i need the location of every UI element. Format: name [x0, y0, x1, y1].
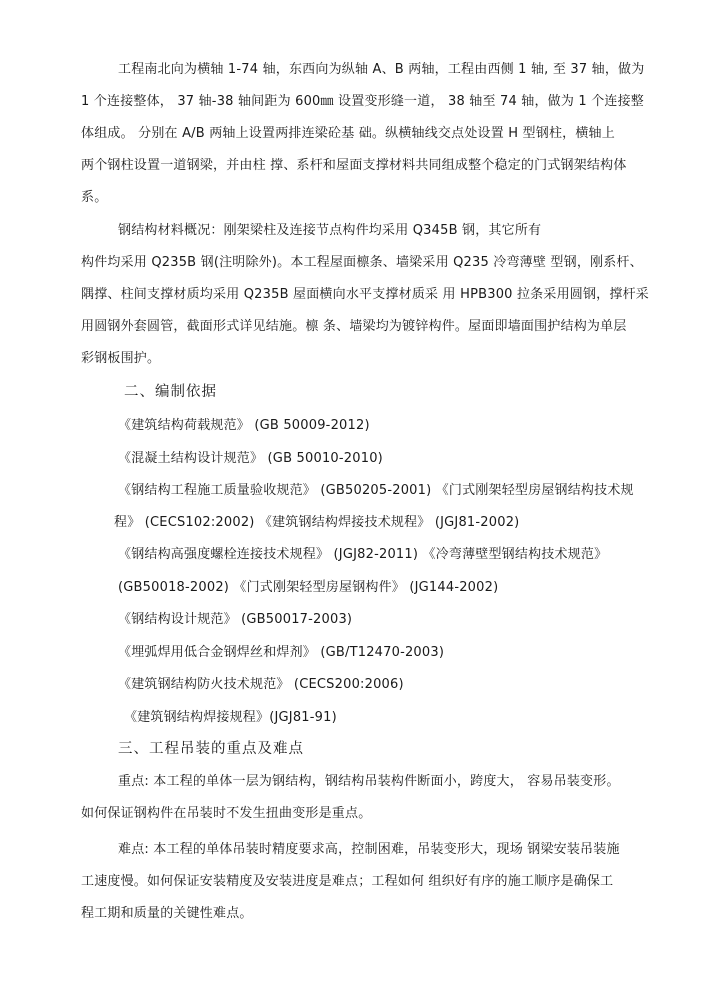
paragraph-2-line-4: 用圆钢外套圆管，截面形式详见结施。檩 条、墙梁均为镀锌构件。屋面即墙面围护结构为单层 — [81, 319, 627, 334]
paragraph-1-line-2: 1 个连接整体， 37 轴-38 轴间距为 600㎜ 设置变形缝一道， 38 轴至 74 轴，做为 1 个连接整 — [81, 94, 645, 109]
key-point-line-1: 重点: 本工程的单体一层为钢结构，钢结构吊装构件断面小，跨度大， 容易吊装变形。 — [118, 774, 620, 789]
reference-line-5: 《钢结构高强度螺栓连接技术规程》 (JGJ82-2011) 《冷弯薄壁型钢结构技术规范》 — [118, 547, 608, 562]
reference-line-6: (GB50018-2002) 《门式刚架轻型房屋钢构件》 (JG144-2002) — [118, 580, 499, 595]
paragraph-2-line-1: 钢结构材料概况：刚架梁柱及连接节点构件均采用 Q345B 钢，其它所有 — [118, 223, 542, 238]
reference-line-4: 程》 (CECS102:2002) 《建筑钢结构焊接技术规程》 (JGJ81-2002) — [114, 515, 520, 530]
reference-line-1: 《建筑结构荷载规范》 (GB 50009-2012) — [118, 418, 370, 433]
key-point-line-2: 如何保证钢构件在吊装时不发生扭曲变形是重点。 — [81, 806, 372, 821]
reference-line-8: 《埋弧焊用低合金钢焊丝和焊剂》 (GB/T12470-2003) — [118, 645, 445, 660]
section-heading-basis: 二、编制依据 — [124, 384, 217, 400]
paragraph-1-line-3: 体组成。 分别在 A/B 两轴上设置两排连梁砼基 础。纵横轴线交点处设置 H 型钢柱，横轴上 — [81, 126, 615, 141]
difficulty-line-3: 程工期和质量的关键性难点。 — [81, 906, 253, 921]
difficulty-line-1: 难点: 本工程的单体吊装时精度要求高，控制困难，吊装变形大，现场 钢梁安装吊装施 — [118, 842, 620, 857]
paragraph-1-line-4: 两个钢柱设置一道钢梁，并由柱 撑、系杆和屋面支撑材料共同组成整个稳定的门式钢架结构体 — [81, 158, 627, 173]
paragraph-2-line-3: 隅撑、柱间支撑材质均采用 Q235B 屋面横向水平支撑材质采 用 HPB300 拉条采用圆钢，撑杆采 — [81, 287, 649, 302]
difficulty-line-2: 工速度慢。如何保证安装精度及安装进度是难点；工程如何 组织好有序的施工顺序是确保工 — [81, 874, 614, 889]
reference-line-2: 《混凝土结构设计规范》 (GB 50010-2010) — [118, 451, 383, 466]
reference-line-10: 《建筑钢结构焊接规程》(JGJ81-91) — [124, 710, 337, 725]
paragraph-2-line-5: 彩钢板围护。 — [81, 351, 161, 366]
paragraph-2-line-2: 构件均采用 Q235B 钢(注明除外)。本工程屋面檩条、墙梁采用 Q235 冷弯薄壁 型钢，刚系杆、 — [81, 255, 643, 270]
reference-line-9: 《建筑钢结构防火技术规范》 (CECS200:2006) — [118, 677, 404, 692]
section-heading-key-difficulty: 三、工程吊装的重点及难点 — [118, 741, 304, 757]
reference-line-7: 《钢结构设计规范》 (GB50017-2003) — [118, 612, 353, 627]
paragraph-1-line-1: 工程南北向为横轴 1-74 轴，东西向为纵轴 A、B 两轴，工程由西侧 1 轴, 至 37 轴，做为 — [118, 62, 645, 77]
reference-line-3: 《钢结构工程施工质量验收规范》 (GB50205-2001) 《门式刚架轻型房屋钢结构技术规 — [118, 483, 634, 498]
paragraph-1-line-5: 系。 — [81, 190, 108, 205]
